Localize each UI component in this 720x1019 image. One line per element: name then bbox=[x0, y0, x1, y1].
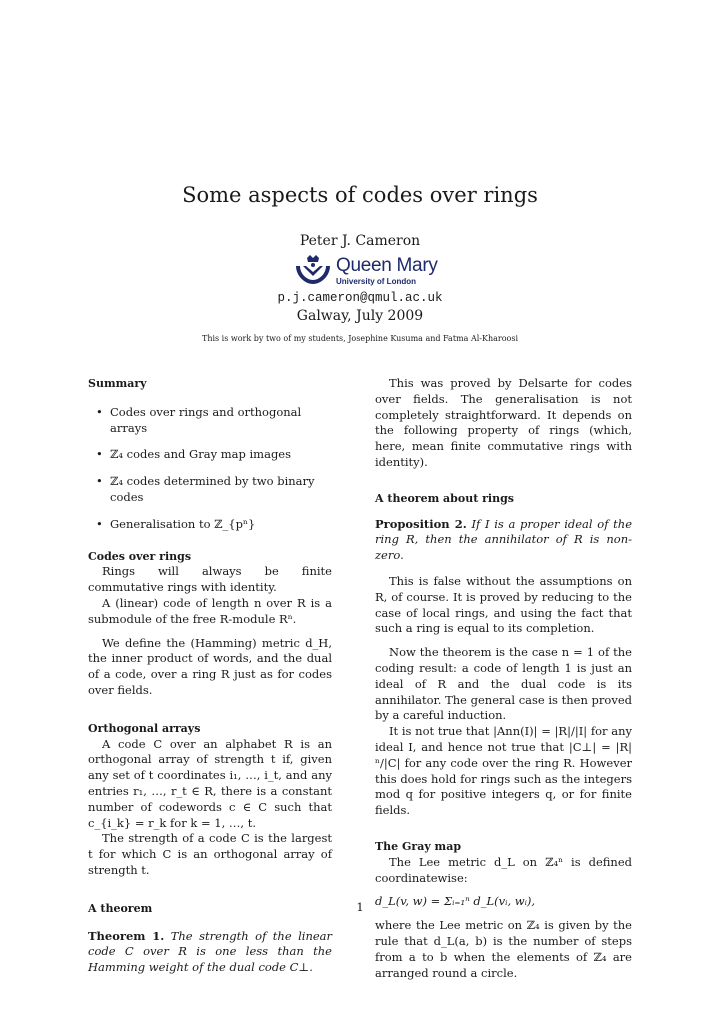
lee-metric-formula: d_L(v, w) = Σᵢ₌₁ⁿ d_L(vᵢ, wᵢ), bbox=[375, 894, 536, 909]
author-name: Peter J. Cameron bbox=[299, 233, 421, 249]
paragraph: A code C over an alphabet R is an orthogonal array of strength t if, given any set of t coordinates i₁, …, i_t, and any entries r₁, …, r_t ∈ R, there is a constant number of codewords c ∈ C such that c_{i_k} = r_k for k = 1, …, t. bbox=[88, 736, 332, 830]
theorem-body: The strength of the linear code C over R is one less than the Hamming weight of the dual code C⊥. bbox=[88, 928, 333, 975]
summary-heading: Summary bbox=[88, 377, 147, 390]
left-column bbox=[88, 376, 332, 976]
acknowledgement-note: This is work by two of my students, Josephine Kusuma and Fatma Al-Kharoosi bbox=[201, 334, 518, 343]
crown-crest-icon bbox=[293, 254, 333, 288]
author-email: p.j.cameron@qmul.ac.uk bbox=[277, 291, 443, 305]
paragraph: where the Lee metric on ℤ₄ is given by the rule that d_L(a, b) is the number of steps from a to b when the elements of ℤ₄ are arranged round a circle. bbox=[375, 918, 632, 980]
queen-mary-logo bbox=[293, 254, 438, 288]
paper-title: Some aspects of codes over rings bbox=[182, 183, 538, 207]
orthogonal-arrays-heading: Orthogonal arrays bbox=[88, 721, 201, 735]
paragraph: The Lee metric d_L on ℤ₄ⁿ is defined coordinatewise: bbox=[375, 854, 632, 885]
rings-theorem-heading: A theorem about rings bbox=[375, 491, 514, 505]
page-number: 1 bbox=[356, 900, 364, 914]
venue-date: Galway, July 2009 bbox=[296, 308, 424, 324]
paragraph: This was proved by Delsarte for codes over fields. The generalisation is not completely straightforward. It depends on the following property of rings (which, here, mean finite commutative rings with identity). bbox=[375, 376, 632, 469]
right-column bbox=[375, 376, 632, 981]
paragraph: This is false without the assumptions on R, of course. It is proved by reducing to the case of local rings, and using the fact that such a ring is equal to its completion. bbox=[375, 573, 632, 636]
proposition-body: If I is a proper ideal of the ring R, then the annihilator of R is non-zero. bbox=[375, 516, 633, 563]
paragraph: A (linear) code of length n over R is a submodule of the free R-module Rⁿ. bbox=[88, 595, 332, 626]
summary-list bbox=[88, 405, 332, 533]
paragraph: Now the theorem is the case n = 1 of the coding result: a code of length 1 is just an ideal of R and the dual code is its annihilator. The general case is then proved by a careful induction. bbox=[375, 645, 632, 723]
summary-item: • Generalisation to ℤ_{pⁿ} bbox=[88, 517, 332, 533]
codes-over-rings-heading: Codes over rings bbox=[88, 549, 192, 563]
paragraph: The strength of a code C is the largest t for which C is an orthogonal array of strength t. bbox=[88, 831, 332, 877]
paragraph: We define the (Hamming) metric d_H, the inner product of words, and the dual of a code, over a ring R just as for codes over fields. bbox=[88, 635, 332, 697]
gray-map-heading: The Gray map bbox=[375, 839, 462, 853]
theorem-heading: A theorem bbox=[88, 901, 153, 915]
logo-wordmark: Queen Mary bbox=[336, 255, 438, 276]
proposition-label: Proposition 2. bbox=[375, 516, 467, 531]
proposition-2 bbox=[375, 517, 632, 564]
theorem-label: Theorem 1. bbox=[88, 928, 165, 943]
paragraph: Rings will always be finite commutative rings with identity. bbox=[88, 564, 332, 595]
logo-subtitle: University of London bbox=[336, 277, 416, 286]
summary-item: • ℤ₄ codes determined by two binary codes bbox=[88, 474, 332, 506]
paragraph: It is not true that |Ann(I)| = |R|/|I| for any ideal I, and hence not true that |C⊥| = |R|ⁿ/|C| for any code over the ring R. However this does hold for rings such as the integers mod q for positive integers q, or for finite fields. bbox=[375, 724, 632, 818]
theorem-1 bbox=[88, 929, 332, 976]
summary-item: • Codes over rings and orthogonal arrays bbox=[88, 405, 332, 437]
summary-item: • ℤ₄ codes and Gray map images bbox=[88, 447, 332, 463]
